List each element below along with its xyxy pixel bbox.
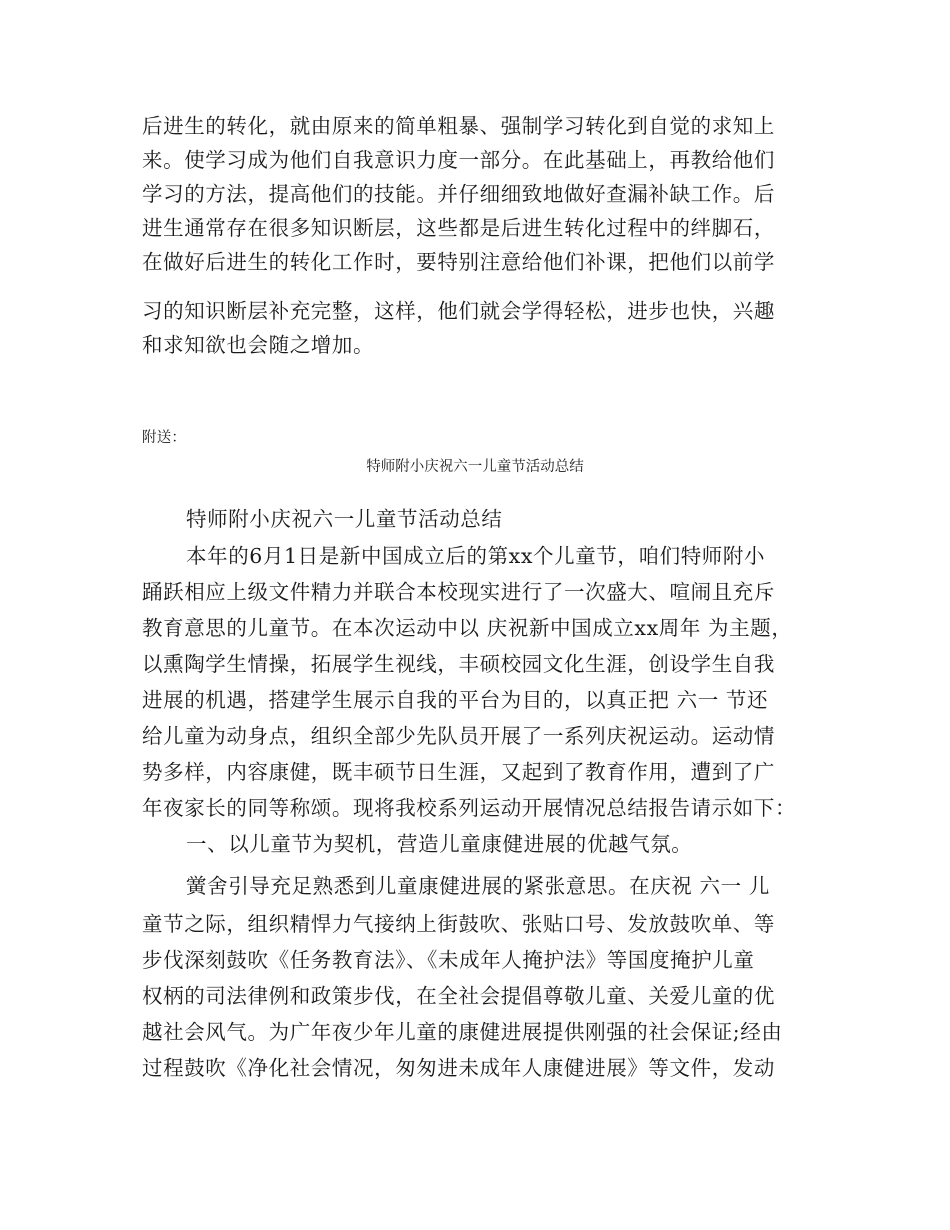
body-text-line: 后进生的转化，就由原来的简单粗暴、强制学习转化到自觉的求知上 [142,114,775,138]
body-text-line: 黉舍引导充足熟悉到儿童康健进展的紧张意思。在庆祝 六一 儿 [186,874,770,898]
body-text-line: 权柄的司法律例和政策步伐，在全社会提倡尊敬儿童、关爱儿童的优 [142,984,775,1008]
body-text-line: 给儿童为动身点，组织全部少先队员开展了一系列庆祝运动。运动情 [142,724,775,748]
body-text-line: 来。使学习成为他们自我意识力度一部分。在此基础上，再教给他们 [142,148,775,172]
body-text-line: 越社会风气。为广年夜少年儿童的康健进展提供刚强的社会保证;经由 [142,1020,783,1044]
body-text-line: 和求知欲也会随之增加。 [142,333,375,357]
body-text-line: 学习的方法，提高他们的技能。并仔细细致地做好查漏补缺工作。后 [142,182,775,206]
section-heading: 一、以儿童节为契机，营造儿童康健进展的优越气氛。 [186,832,693,856]
body-text-line: 以熏陶学生情操，拓展学生视线，丰硕校园文化生涯，创设学生自我 [142,652,775,676]
appendix-title: 特师附小庆祝六一儿童节活动总结 [366,459,584,475]
body-text-line: 习的知识断层补充完整，这样，他们就会学得轻松，进步也快，兴趣 [142,299,775,323]
body-text-line: 过程鼓吹《净化社会情况，匆匆进未成年人康健进展》等文件，发动 [142,1056,775,1080]
body-text-line: 进展的机遇，搭建学生展示自我的平台为目的，以真正把 六一 节还 [142,688,769,712]
article-heading: 特师附小庆祝六一儿童节活动总结 [186,507,503,531]
body-text-line: 势多样，内容康健，既丰硕节日生涯，又起到了教育作用，遭到了广 [142,760,775,784]
body-text-line: 进生通常存在很多知识断层，这些都是后进生转化过程中的绊脚石， [142,216,775,240]
body-text-line: 在做好后进生的转化工作时，要特别注意给他们补课，把他们以前学 [142,250,775,274]
body-text-line: 本年的6月1日是新中国成立后的第xx个儿童节，咱们特师附小 [186,544,766,568]
body-text-line: 步伐深刻鼓吹《任务教育法》、《未成年人掩护法》等国度掩护儿童 [142,948,755,972]
body-text-line: 教育意思的儿童节。在本次运动中以 庆祝新中国成立xx周年 为主题， [142,616,793,640]
appendix-label: 附送： [142,430,187,446]
body-text-line: 童节之际，组织精悍力气接纳上街鼓吹、张贴口号、发放鼓吹单、等 [142,912,775,936]
body-text-line: 踊跃相应上级文件精力并联合本校现实进行了一次盛大、喧闹且充斥 [142,580,775,604]
body-text-line: 年夜家长的同等称颂。现将我校系列运动开展情况总结报告请示如下： [142,796,797,820]
